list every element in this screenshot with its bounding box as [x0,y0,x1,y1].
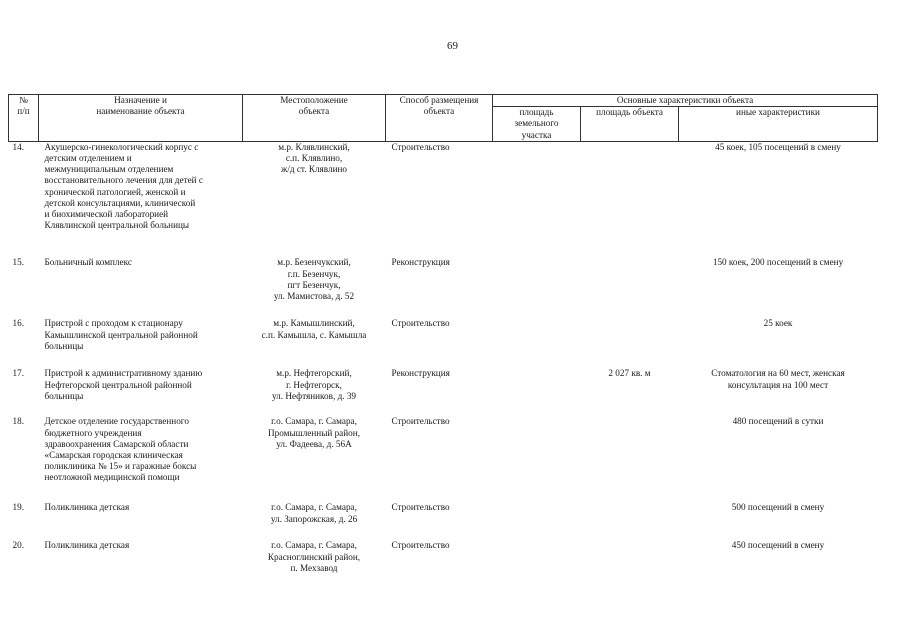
object-name-line: хронической патологией, женской и [44,186,186,197]
header-name: Назначение и наименование объекта [39,95,243,142]
other-characteristics-line: 500 посещений в смену [731,502,825,513]
object-name-line: больницы [44,390,84,401]
other-characteristics-line: 480 посещений в сутки [732,416,824,427]
object-location-line: г.о. Самара, г. Самара, [271,416,357,427]
object-area [581,318,679,368]
object-location-line: ж/д ст. Клявлино [280,164,348,175]
land-area [493,368,581,416]
header-method: Способ размещения объекта [386,95,493,142]
object-name-line: Нефтегорской центральной районной [44,379,192,390]
land-area [493,141,581,257]
object-location-line: с.п. Камышла, с. Камышла [261,329,367,340]
object-location-line: ул. Мамистова, д. 52 [273,290,355,301]
object-name-line: и биохимической лабораторией [44,209,169,220]
object-area: 2 027 кв. м [608,368,651,379]
object-name-line: Детское отделение государственного [44,416,189,427]
object-area [581,502,679,540]
object-name-line: восстановительного лечения для детей с [44,175,203,186]
placement-method: Строительство [386,141,493,257]
object-area [581,540,679,580]
object-location-line: Красноглинский район, [267,551,361,562]
object-location [243,416,386,502]
row-number: 17. [12,368,24,379]
object-name-line: поликлиника № 15» и гаражные боксы [44,461,197,472]
object-name-line: бюджетного учреждения [44,427,142,438]
object-location [243,318,386,368]
object-name [39,141,243,257]
other-characteristics [679,502,878,540]
object-location-line: пгт Безенчук, [287,279,341,290]
table-header [9,95,878,142]
object-name-line: Поликлиника детская [44,502,130,513]
object-location-line: м.р. Нефтегорский, [276,368,352,379]
other-characteristics-line: 25 коек [763,318,793,329]
table-row [9,257,878,318]
object-name-line: детской консультациями, клинической [44,197,196,208]
other-characteristics [679,141,878,257]
object-area [581,416,679,502]
row-number: 20. [12,540,24,551]
other-characteristics [679,318,878,368]
placement-method: Реконструкция [391,257,450,268]
other-characteristics-line: 45 коек, 105 посещений в смену [715,141,841,152]
object-location-line: г.о. Самара, г. Самара, [271,540,357,551]
object-name-line: больницы [44,340,84,351]
object-name-line: Камышлинской центральной районной [44,329,198,340]
header-num: № п/п [9,95,39,142]
object-name [39,540,243,580]
object-name [39,368,243,416]
table-row [9,540,878,580]
object-area [581,141,679,257]
header-object-area: площадь объекта [581,107,679,142]
object-location-line: м.р. Камышлинский, [273,318,355,329]
object-name-line: межмуниципальным отделением [44,164,174,175]
table-body [9,141,878,580]
object-location [243,141,386,257]
object-location-line: м.р. Безенчукский, [277,257,351,268]
row-number: 19. [12,502,24,513]
object-location [243,257,386,318]
object-name-line: детским отделением и [44,153,132,164]
object-name-line: Поликлиника детская [44,540,130,551]
object-name [39,416,243,502]
page-number: 69 [447,40,458,52]
other-characteristics [679,540,878,580]
table-row [9,368,878,416]
placement-method: Реконструкция [391,368,450,379]
row-number: 18. [12,416,24,427]
object-location-line: г.о. Самара, г. Самара, [271,502,357,513]
other-characteristics [679,368,878,416]
header-main-characteristics: Основные характеристики объекта [493,95,878,107]
object-area [581,257,679,318]
object-location-line: м.р. Клявлинский, [278,141,350,152]
object-name-line: Акушерско-гинекологический корпус с [44,141,199,152]
table-row [9,141,878,257]
placement-method: Строительство [391,502,450,513]
row-number: 14. [9,141,39,257]
object-location [243,540,386,580]
object-name-line: Больничный комплекс [44,257,132,268]
object-location-line: Промышленный район, [268,427,360,438]
other-characteristics-line: 150 коек, 200 посещений в смену [712,257,844,268]
land-area [493,502,581,540]
object-location-line: ул. Запорожская, д. 26 [270,513,358,524]
other-characteristics [679,416,878,502]
other-characteristics-line: консультация на 100 мест [727,379,829,390]
object-location-line: с.п. Клявлино, [285,153,343,164]
table-row [9,502,878,540]
header-other: иные характеристики [679,107,878,142]
object-name-line: Пристрой с проходом к стационару [44,318,183,329]
object-name-line: здравоохранения Самарской области [44,438,189,449]
object-location-line: г.п. Безенчук, [287,268,341,279]
header-land-area: площадь земельного участка [493,107,581,142]
object-location-line: ул. Фадеева, д. 56А [276,438,352,449]
other-characteristics-line: 450 посещений в смену [731,540,825,551]
object-name-line: «Самарская городская клиническая [44,449,183,460]
placement-method: Строительство [391,540,450,551]
header-location: Местоположение объекта [243,95,386,142]
object-name [39,257,243,318]
land-area [493,257,581,318]
object-location [243,368,386,416]
land-area [493,540,581,580]
object-location-line: п. Мехзавод [290,562,338,573]
object-name-line: Пристрой к административному зданию [44,368,203,379]
object-location [243,502,386,540]
object-name-line: Клявлинской центральной больницы [44,220,190,231]
table-row [9,416,878,502]
placement-method: Строительство [391,318,450,329]
object-name [39,318,243,368]
other-characteristics-line: Стоматология на 60 мест, женская [711,368,845,379]
land-area [493,318,581,368]
other-characteristics [679,257,878,318]
object-location-line: г. Нефтегорск, [286,379,342,390]
object-name [39,502,243,540]
placement-method: Строительство [391,416,450,427]
land-area [493,416,581,502]
object-name-line: неотложной медицинской помощи [44,472,180,483]
row-number: 16. [12,318,24,329]
row-number: 15. [12,257,24,268]
objects-table [8,94,878,580]
table-row [9,318,878,368]
object-location-line: ул. Нефтяников, д. 39 [271,390,357,401]
